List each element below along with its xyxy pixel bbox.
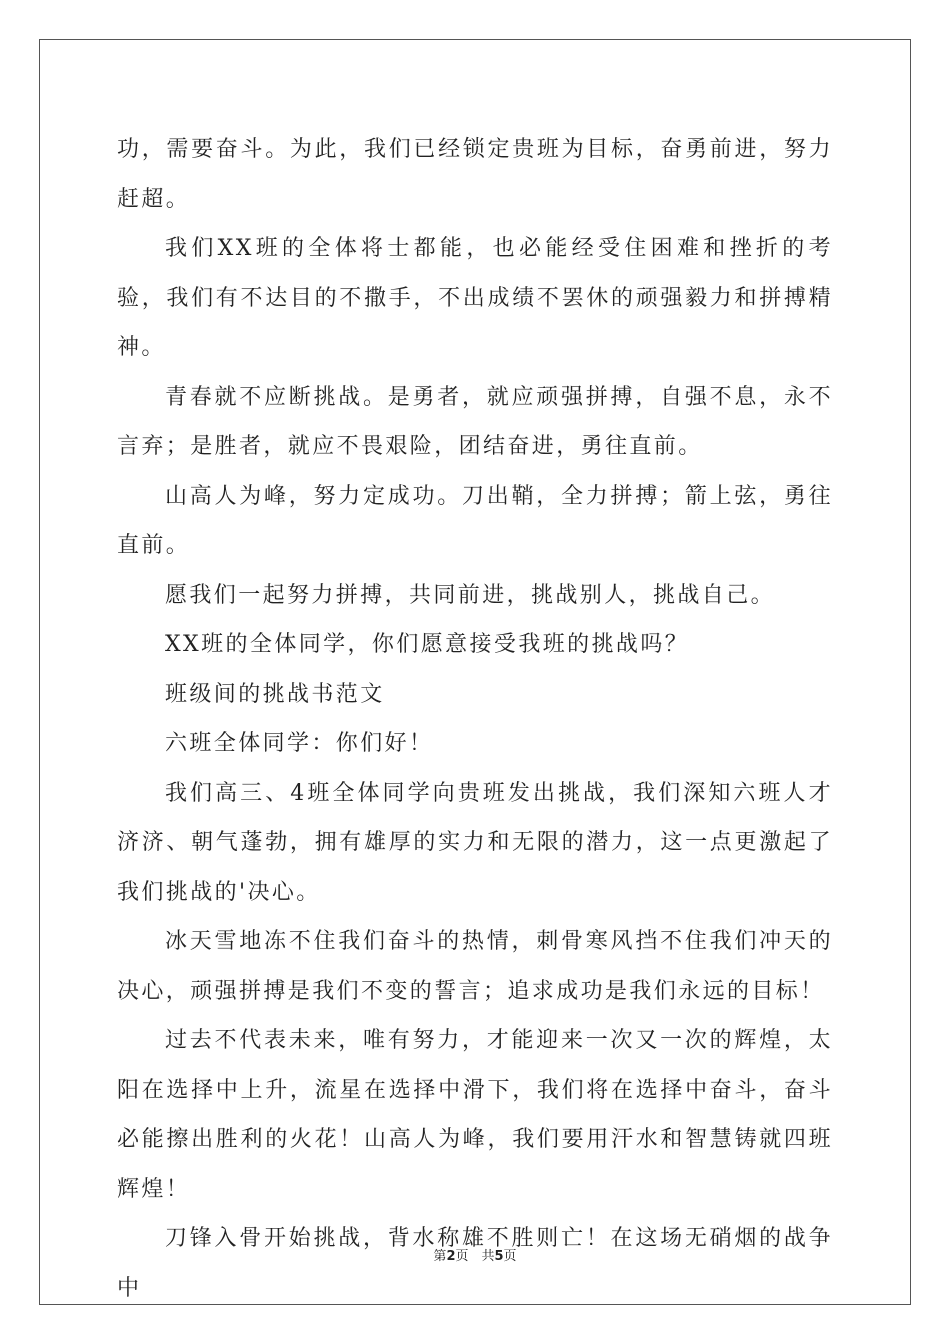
paragraph: 我们XX班的全体将士都能，也必能经受住困难和挫折的考验，我们有不达目的不撒手，不出成绩不罢休的顽强毅力和拼搏精神。	[117, 236, 833, 360]
page-footer	[0, 1245, 950, 1264]
paragraph: 山高人为峰，努力定成功。刀出鞘，全力拼搏；箭上弦，勇往直前。	[117, 483, 833, 558]
document-body	[117, 125, 833, 1313]
page-prefix: 第	[433, 1249, 447, 1264]
paragraph: 愿我们一起努力拼搏，共同前进，挑战别人，挑战自己。	[165, 582, 776, 608]
salutation: 六班全体同学：你们好！	[165, 731, 434, 756]
page-total: 5	[494, 1249, 504, 1264]
paragraph: 过去不代表未来，唯有努力，才能迎来一次又一次的辉煌，太阳在选择中上升，流星在选择中滑下，我们将在选择中奋斗，奋斗必能擦出胜利的火花！山高人为峰，我们要用汗水和智慧铸就四班辉煌！	[117, 1028, 833, 1202]
paragraph: 冰天雪地冻不住我们奋斗的热情，刺骨寒风挡不住我们冲天的决心，顽强拼搏是我们不变的誓言；追求成功是我们永远的目标！	[117, 929, 833, 1004]
paragraph: 刀锋入骨开始挑战，背水称雄不胜则亡！在这场无硝烟的战争中	[117, 1226, 833, 1301]
page-mid: 页 共	[455, 1249, 495, 1264]
page-suffix: 页	[503, 1249, 517, 1264]
paragraph: 青春就不应断挑战。是勇者，就应顽强拼搏，自强不息，永不言弃；是胜者，就应不畏艰险，团结奋进，勇往直前。	[117, 384, 833, 459]
page-current: 2	[446, 1249, 456, 1264]
section-title: 班级间的挑战书范文	[165, 681, 385, 707]
paragraph: XX班的全体同学，你们愿意接受我班的挑战吗？	[165, 632, 690, 657]
paragraph: 我们高三、4班全体同学向贵班发出挑战，我们深知六班人才济济、朝气蓬勃，拥有雄厚的实力和无限的潜力，这一点更激起了我们挑战的'决心。	[117, 780, 833, 905]
paragraph: 功，需要奋斗。为此，我们已经锁定贵班为目标，奋勇前进，努力赶超。	[117, 137, 833, 212]
